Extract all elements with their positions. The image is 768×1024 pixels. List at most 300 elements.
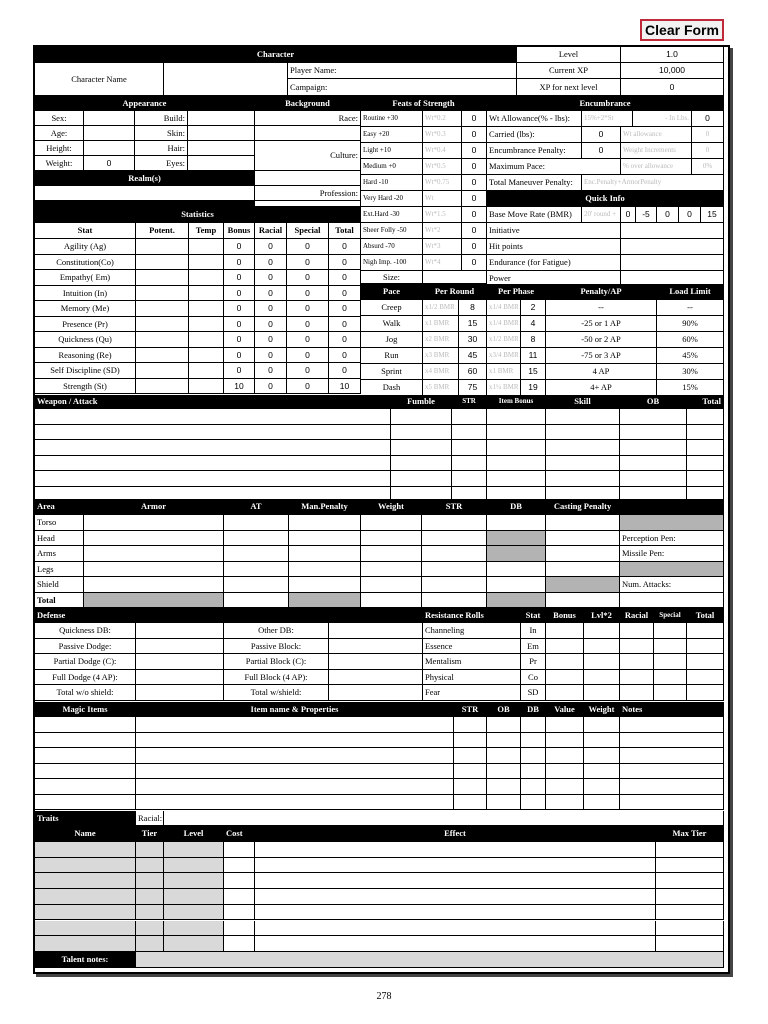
resistance-field[interactable]: [620, 670, 654, 686]
skin-field[interactable]: [188, 126, 255, 141]
endurance-field[interactable]: [621, 255, 724, 271]
armor-field[interactable]: [422, 546, 487, 562]
armor-field[interactable]: [546, 546, 620, 562]
resistance-field[interactable]: [687, 623, 724, 639]
armor-field[interactable]: [361, 515, 422, 531]
defense-field[interactable]: [329, 639, 423, 655]
armor-field[interactable]: [84, 562, 224, 578]
magic-item-field[interactable]: [546, 779, 584, 795]
stat-temp-field[interactable]: [189, 239, 224, 255]
hit-points-field[interactable]: [621, 239, 724, 255]
armor-field[interactable]: [487, 515, 546, 531]
weapon-field[interactable]: [452, 456, 487, 472]
talent-effect-field[interactable]: [255, 858, 656, 874]
talent-cost-field[interactable]: [224, 858, 255, 874]
stat-potential-field[interactable]: [136, 317, 189, 333]
talent-name-field[interactable]: [35, 921, 136, 937]
weapon-field[interactable]: [487, 456, 546, 472]
stat-temp-field[interactable]: [189, 379, 224, 395]
resistance-name: Essence: [423, 639, 521, 655]
stat-temp-field[interactable]: [189, 301, 224, 317]
realm-field[interactable]: [35, 186, 255, 201]
traits-column-header: Name: [35, 826, 136, 842]
talent-name-field[interactable]: [35, 905, 136, 921]
stat-temp-field[interactable]: [189, 255, 224, 271]
resistance-field[interactable]: [654, 639, 687, 655]
talent-notes-field[interactable]: [136, 952, 724, 968]
resistance-field[interactable]: [584, 623, 620, 639]
weight-increments-hint: Weight Increments: [621, 143, 692, 159]
pace-name: Sprint: [361, 364, 423, 380]
talent-tier-field[interactable]: [136, 921, 164, 937]
stat-potential-field[interactable]: [136, 286, 189, 302]
talent-cost-field[interactable]: [224, 921, 255, 937]
eyes-field[interactable]: [188, 156, 255, 171]
magic-item-field[interactable]: [620, 717, 724, 733]
stat-potential-field[interactable]: [136, 255, 189, 271]
armor-field[interactable]: [224, 515, 289, 531]
talent-effect-field[interactable]: [255, 873, 656, 889]
magic-item-field[interactable]: [454, 779, 487, 795]
background-header: Background: [255, 96, 361, 111]
magic-item-field[interactable]: [35, 795, 136, 811]
culture-field[interactable]: [255, 171, 361, 186]
talent-tier-field[interactable]: [136, 905, 164, 921]
magic-item-field[interactable]: [584, 733, 620, 749]
magic-item-field[interactable]: [620, 748, 724, 764]
per-phase-value: 19: [521, 380, 546, 396]
clear-form-button[interactable]: Clear Form: [640, 19, 724, 41]
resistance-field[interactable]: [654, 670, 687, 686]
race-field[interactable]: [255, 126, 361, 141]
armor-field[interactable]: [224, 531, 289, 547]
magic-item-field[interactable]: [454, 764, 487, 780]
armor-field[interactable]: [487, 562, 546, 578]
magic-item-field[interactable]: [136, 764, 454, 780]
weapon-field[interactable]: [35, 471, 391, 487]
weapon-field[interactable]: [487, 425, 546, 441]
stat-special[interactable]: 0: [287, 363, 329, 379]
magic-item-field[interactable]: [521, 764, 546, 780]
height-field[interactable]: [84, 141, 135, 156]
weapon-field[interactable]: [391, 425, 452, 441]
armor-field[interactable]: [289, 515, 361, 531]
traits-column-header: Tier: [136, 826, 164, 842]
magic-item-field[interactable]: [454, 748, 487, 764]
armor-field[interactable]: [361, 531, 422, 547]
magic-item-field[interactable]: [620, 795, 724, 811]
armor-field[interactable]: [422, 562, 487, 578]
feat-label: Sheer Folly -50: [361, 223, 423, 239]
stat-potential-field[interactable]: [136, 332, 189, 348]
total-maneuver-penalty-label: Total Maneuver Penalty:: [487, 175, 582, 191]
initiative-field[interactable]: [621, 223, 724, 239]
defense-field[interactable]: [136, 623, 224, 639]
weapon-field[interactable]: [620, 471, 687, 487]
armor-field[interactable]: [546, 531, 620, 547]
magic-item-field[interactable]: [136, 795, 454, 811]
talent-max-tier-field[interactable]: [656, 936, 724, 952]
resistance-field[interactable]: [546, 685, 584, 701]
magic-item-field[interactable]: [454, 717, 487, 733]
weapon-field[interactable]: [35, 456, 391, 472]
build-field[interactable]: [188, 111, 255, 126]
talent-level-field[interactable]: [164, 858, 224, 874]
stat-potential-field[interactable]: [136, 270, 189, 286]
weapon-field[interactable]: [487, 409, 546, 425]
stat-racial[interactable]: 0: [255, 286, 287, 302]
stat-potential-field[interactable]: [136, 239, 189, 255]
resistance-field[interactable]: [584, 654, 620, 670]
stat-name: Strength (St): [35, 379, 136, 395]
talent-effect-field[interactable]: [255, 842, 656, 858]
talent-effect-field[interactable]: [255, 905, 656, 921]
magic-item-field[interactable]: [546, 733, 584, 749]
resistance-field[interactable]: [654, 685, 687, 701]
weapon-field[interactable]: [35, 440, 391, 456]
feat-value: 0: [462, 191, 487, 207]
resistance-field[interactable]: [584, 670, 620, 686]
stat-racial[interactable]: 0: [255, 270, 287, 286]
weapon-field[interactable]: [35, 409, 391, 425]
armor-field[interactable]: [422, 531, 487, 547]
weapon-field[interactable]: [391, 409, 452, 425]
magic-item-field[interactable]: [584, 779, 620, 795]
armor-field[interactable]: [620, 593, 724, 609]
stat-racial[interactable]: 0: [255, 239, 287, 255]
armor-field[interactable]: [224, 577, 289, 593]
defense-field[interactable]: [329, 685, 423, 701]
talent-name-field[interactable]: [35, 858, 136, 874]
age-field[interactable]: [84, 126, 135, 141]
defense-field[interactable]: [136, 639, 224, 655]
talent-tier-field[interactable]: [136, 936, 164, 952]
talent-max-tier-field[interactable]: [656, 921, 724, 937]
armor-field[interactable]: [546, 515, 620, 531]
resistance-field[interactable]: [654, 654, 687, 670]
talent-name-field[interactable]: [35, 873, 136, 889]
magic-column-header: Notes: [620, 702, 724, 717]
talent-cost-field[interactable]: [224, 905, 255, 921]
magic-item-field[interactable]: [521, 748, 546, 764]
magic-item-field[interactable]: [35, 779, 136, 795]
stat-special[interactable]: 0: [287, 255, 329, 271]
stat-racial[interactable]: 0: [255, 301, 287, 317]
armor-field[interactable]: [289, 562, 361, 578]
weapon-field[interactable]: [687, 409, 724, 425]
resistance-field[interactable]: [687, 654, 724, 670]
campaign-label[interactable]: Campaign:: [288, 79, 517, 96]
talent-effect-field[interactable]: [255, 921, 656, 937]
weapon-field[interactable]: [487, 440, 546, 456]
sex-field[interactable]: [84, 111, 135, 126]
magic-item-field[interactable]: [521, 717, 546, 733]
magic-item-field[interactable]: [584, 748, 620, 764]
talent-name-field[interactable]: [35, 936, 136, 952]
weapon-field[interactable]: [687, 440, 724, 456]
magic-item-field[interactable]: [584, 764, 620, 780]
stat-temp-field[interactable]: [189, 317, 224, 333]
feat-value: 0: [462, 143, 487, 159]
weapon-field[interactable]: [687, 425, 724, 441]
talent-cost-field[interactable]: [224, 873, 255, 889]
feat-label: Easy +20: [361, 127, 423, 143]
magic-item-field[interactable]: [584, 795, 620, 811]
resistance-field[interactable]: [654, 623, 687, 639]
racial-traits-field[interactable]: [164, 811, 724, 826]
weapon-field[interactable]: [546, 471, 620, 487]
talent-effect-field[interactable]: [255, 889, 656, 905]
level-label: Level: [517, 47, 621, 63]
weapon-field[interactable]: [546, 425, 620, 441]
resistance-field[interactable]: [620, 623, 654, 639]
current-xp-value[interactable]: 10,000: [621, 63, 724, 79]
talent-level-field[interactable]: [164, 921, 224, 937]
stat-bonus: 0: [224, 255, 255, 271]
talent-level-field[interactable]: [164, 889, 224, 905]
stat-special[interactable]: 0: [287, 286, 329, 302]
weapon-field[interactable]: [687, 456, 724, 472]
stat-temp-field[interactable]: [189, 363, 224, 379]
armor-field[interactable]: [422, 577, 487, 593]
talent-max-tier-field[interactable]: [656, 873, 724, 889]
carried-value[interactable]: 0: [582, 127, 621, 143]
per-round-multiplier: x5 BMR: [423, 380, 459, 396]
per-round-multiplier: x2 BMR: [423, 332, 459, 348]
magic-item-field[interactable]: [546, 748, 584, 764]
weapon-column-header: STR: [452, 395, 487, 409]
armor-field[interactable]: [361, 577, 422, 593]
magic-item-field[interactable]: [487, 795, 521, 811]
stat-racial[interactable]: 0: [255, 255, 287, 271]
defense-field[interactable]: [136, 685, 224, 701]
stat-special[interactable]: 0: [287, 270, 329, 286]
talent-max-tier-field[interactable]: [656, 842, 724, 858]
armor-field[interactable]: [289, 577, 361, 593]
talent-name-field[interactable]: [35, 842, 136, 858]
resistance-field[interactable]: [546, 639, 584, 655]
armor-field[interactable]: [361, 562, 422, 578]
magic-item-field[interactable]: [454, 733, 487, 749]
magic-item-field[interactable]: [487, 764, 521, 780]
bmr-value: 0: [657, 207, 679, 223]
magic-item-field[interactable]: [521, 733, 546, 749]
armor-field[interactable]: [289, 546, 361, 562]
armor-field[interactable]: [422, 593, 487, 609]
armor-field[interactable]: [84, 546, 224, 562]
talent-tier-field[interactable]: [136, 858, 164, 874]
talent-level-field[interactable]: [164, 873, 224, 889]
weapon-field[interactable]: [546, 456, 620, 472]
weapon-field[interactable]: [546, 409, 620, 425]
resistance-field[interactable]: [620, 685, 654, 701]
magic-item-field[interactable]: [546, 717, 584, 733]
stat-special[interactable]: 0: [287, 239, 329, 255]
stat-special[interactable]: 0: [287, 348, 329, 364]
weapon-field[interactable]: [452, 425, 487, 441]
defense-field[interactable]: [136, 654, 224, 670]
weapon-field[interactable]: [620, 409, 687, 425]
talent-max-tier-field[interactable]: [656, 905, 724, 921]
talent-effect-field[interactable]: [255, 936, 656, 952]
magic-item-field[interactable]: [620, 733, 724, 749]
resistance-field[interactable]: [687, 639, 724, 655]
resistance-field[interactable]: [687, 685, 724, 701]
talent-max-tier-field[interactable]: [656, 858, 724, 874]
magic-item-field[interactable]: [487, 779, 521, 795]
talent-cost-field[interactable]: [224, 936, 255, 952]
magic-item-field[interactable]: [521, 795, 546, 811]
magic-item-field[interactable]: [620, 764, 724, 780]
weapon-field[interactable]: [452, 471, 487, 487]
next-level-value[interactable]: 0: [621, 79, 724, 96]
stat-special[interactable]: 0: [287, 379, 329, 395]
magic-item-field[interactable]: [35, 733, 136, 749]
defense-label: Total w/o shield:: [35, 685, 136, 701]
magic-item-field[interactable]: [136, 733, 454, 749]
player-name-label[interactable]: Player Name:: [288, 63, 517, 79]
magic-item-field[interactable]: [454, 795, 487, 811]
stat-temp-field[interactable]: [189, 348, 224, 364]
weapon-field[interactable]: [391, 471, 452, 487]
talent-level-field[interactable]: [164, 905, 224, 921]
stat-racial[interactable]: 0: [255, 332, 287, 348]
stat-potential-field[interactable]: [136, 301, 189, 317]
resistance-field[interactable]: [546, 623, 584, 639]
stat-bonus: 0: [224, 332, 255, 348]
talent-tier-field[interactable]: [136, 842, 164, 858]
stat-potential-field[interactable]: [136, 363, 189, 379]
defense-field[interactable]: [329, 623, 423, 639]
size-field[interactable]: [423, 271, 487, 284]
magic-item-field[interactable]: [136, 779, 454, 795]
armor-penalty-label[interactable]: Num. Attacks:: [620, 577, 724, 593]
resistance-field[interactable]: [620, 654, 654, 670]
armor-field[interactable]: [546, 562, 620, 578]
build-label: Build:: [135, 111, 188, 126]
defense-field[interactable]: [136, 670, 224, 686]
stat-potential-field[interactable]: [136, 379, 189, 395]
weapon-field[interactable]: [487, 471, 546, 487]
defense-field[interactable]: [329, 670, 423, 686]
stat-temp-field[interactable]: [189, 286, 224, 302]
armor-field[interactable]: [487, 577, 546, 593]
resistance-field[interactable]: [546, 654, 584, 670]
stat-special[interactable]: 0: [287, 301, 329, 317]
stat-racial[interactable]: 0: [255, 348, 287, 364]
armor-field[interactable]: [224, 593, 289, 609]
talent-name-field[interactable]: [35, 889, 136, 905]
armor-penalty-label[interactable]: Perception Pen:: [620, 531, 724, 547]
magic-item-field[interactable]: [35, 764, 136, 780]
weapon-field[interactable]: [35, 425, 391, 441]
magic-item-field[interactable]: [35, 748, 136, 764]
character-name-field[interactable]: [164, 63, 288, 96]
talent-cost-field[interactable]: [224, 889, 255, 905]
armor-field[interactable]: [84, 577, 224, 593]
height-label: Height:: [35, 141, 84, 156]
armor-field[interactable]: [546, 593, 620, 609]
resistance-field[interactable]: [620, 639, 654, 655]
armor-field[interactable]: [224, 546, 289, 562]
magic-item-field[interactable]: [487, 717, 521, 733]
stat-potential-field[interactable]: [136, 348, 189, 364]
weapon-field[interactable]: [620, 456, 687, 472]
stat-special[interactable]: 0: [287, 332, 329, 348]
talent-tier-field[interactable]: [136, 889, 164, 905]
weapon-field[interactable]: [546, 440, 620, 456]
stat-temp-field[interactable]: [189, 270, 224, 286]
defense-label: Quickness DB:: [35, 623, 136, 639]
armor-field[interactable]: [84, 515, 224, 531]
talent-tier-field[interactable]: [136, 873, 164, 889]
armor-field[interactable]: [361, 546, 422, 562]
magic-item-field[interactable]: [620, 779, 724, 795]
defense-field[interactable]: [329, 654, 423, 670]
magic-item-field[interactable]: [136, 748, 454, 764]
weapon-field[interactable]: [620, 440, 687, 456]
weight-field[interactable]: 0: [84, 156, 135, 171]
resistance-field[interactable]: [546, 670, 584, 686]
stat-name: Memory (Me): [35, 301, 136, 317]
armor-field[interactable]: [84, 531, 224, 547]
magic-item-field[interactable]: [546, 795, 584, 811]
per-round-multiplier: x1 BMR: [423, 316, 459, 332]
weapon-field[interactable]: [391, 440, 452, 456]
resistance-field[interactable]: [687, 670, 724, 686]
armor-field[interactable]: [224, 562, 289, 578]
bmr-value: 0: [621, 207, 636, 223]
talent-level-field[interactable]: [164, 936, 224, 952]
stat-temp-field[interactable]: [189, 332, 224, 348]
stat-racial[interactable]: 0: [255, 317, 287, 333]
armor-penalty-label[interactable]: Missile Pen:: [620, 546, 724, 562]
talent-level-field[interactable]: [164, 842, 224, 858]
resistance-column-header: Lvl*2: [584, 608, 620, 623]
resistance-field[interactable]: [584, 639, 620, 655]
magic-item-field[interactable]: [546, 764, 584, 780]
resistance-column-header: Racial: [620, 608, 654, 623]
hair-field[interactable]: [188, 141, 255, 156]
weapon-field[interactable]: [620, 425, 687, 441]
talent-max-tier-field[interactable]: [656, 889, 724, 905]
magic-item-field[interactable]: [584, 717, 620, 733]
stat-racial[interactable]: 0: [255, 363, 287, 379]
magic-item-field[interactable]: [521, 779, 546, 795]
magic-column-header: STR: [454, 702, 487, 717]
level-value[interactable]: 1.0: [621, 47, 724, 63]
magic-item-field[interactable]: [487, 748, 521, 764]
load-limit: 15%: [657, 380, 724, 396]
stat-special[interactable]: 0: [287, 317, 329, 333]
stat-bonus: 0: [224, 301, 255, 317]
weapon-field[interactable]: [391, 456, 452, 472]
resistance-field[interactable]: [584, 685, 620, 701]
weapon-field[interactable]: [452, 409, 487, 425]
magic-item-field[interactable]: [136, 717, 454, 733]
magic-item-field[interactable]: [487, 733, 521, 749]
armor-field[interactable]: [422, 515, 487, 531]
weapon-field[interactable]: [687, 471, 724, 487]
bmr-label: Base Move Rate (BMR): [487, 207, 582, 223]
weapon-field[interactable]: [452, 440, 487, 456]
magic-item-field[interactable]: [35, 717, 136, 733]
talent-cost-field[interactable]: [224, 842, 255, 858]
armor-field[interactable]: [361, 593, 422, 609]
stat-racial[interactable]: 0: [255, 379, 287, 395]
feat-value: 0: [462, 175, 487, 191]
armor-field[interactable]: [289, 531, 361, 547]
